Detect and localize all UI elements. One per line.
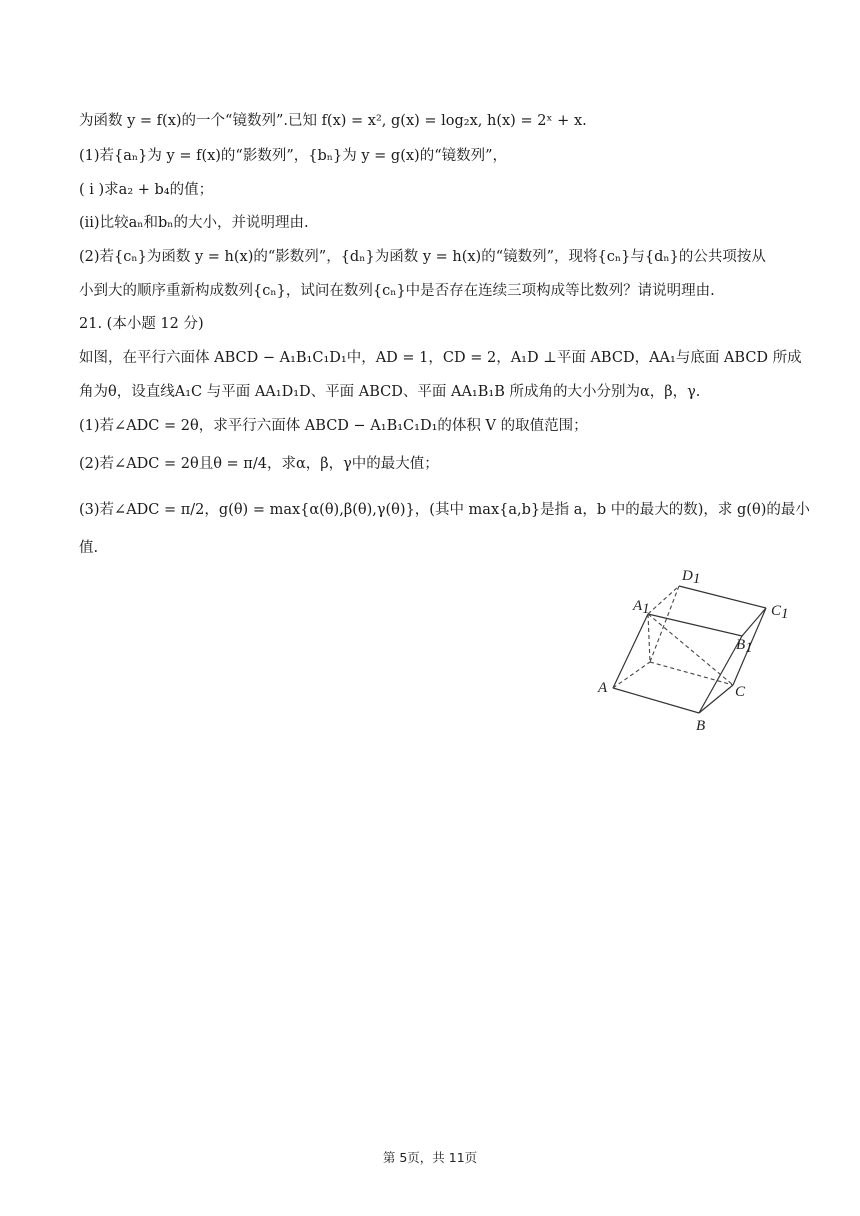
text-line-3: ( i )求a₂ + b₄的值； [79, 182, 214, 198]
page-footer: 第 5页，共 11页 [382, 1150, 478, 1165]
text-line-11: (2)若∠ADC = 2θ且θ = π/4，求α，β，γ中的最大值； [79, 456, 439, 472]
label-A: A [598, 680, 608, 696]
text-line-6: 小到大的顺序重新构成数列{cₙ}，试问在数列{cₙ}中是否存在连续三项构成等比数列？请说明理由. [79, 283, 715, 299]
text-line-10: (1)若∠ADC = 2θ，求平行六面体 ABCD − A₁B₁C₁D₁的体积 V 的取值范围； [79, 418, 588, 434]
label-B: B [696, 718, 706, 734]
label-C: C [735, 684, 746, 700]
text-line-13: 值. [79, 540, 99, 556]
parallelepiped-figure [590, 560, 800, 740]
text-line-4: (ii)比较aₙ和bₙ的大小，并说明理由. [79, 215, 309, 231]
question-heading: 21. (本小题 12 分) [79, 316, 204, 332]
text-line-5: (2)若{cₙ}为函数 y = h(x)的“影数列”，{dₙ}为函数 y = h(x)的“镜数列”，现将{cₙ}与{dₙ}的公共项按从 [79, 249, 766, 265]
label-A1: A1 [633, 598, 650, 617]
text-line-8: 如图，在平行六面体 ABCD − A₁B₁C₁D₁中，AD = 1，CD = 2，A₁D ⊥平面 ABCD，AA₁与底面 ABCD 所成 [79, 350, 802, 366]
text-line-1: 为函数 y = f(x)的一个“镜数列”.已知 f(x) = x², g(x) = log₂x, h(x) = 2ˣ + x. [79, 113, 587, 129]
hidden-edges [613, 586, 733, 688]
label-B1: B1 [736, 637, 753, 656]
text-line-9: 角为θ，设直线A₁C 与平面 AA₁D₁D、平面 ABCD、平面 AA₁B₁B 所成角的大小分别为α，β，γ. [79, 384, 701, 400]
text-line-2: (1)若{aₙ}为 y = f(x)的“影数列”，{bₙ}为 y = g(x)的“镜数列”， [79, 148, 508, 164]
label-C1: C1 [771, 603, 789, 622]
text-line-12: (3)若∠ADC = π/2，g(θ) = max{α(θ),β(θ),γ(θ)}，(其中 max{a,b}是指 a，b 中的最大的数)，求 g(θ)的最小 [79, 502, 810, 518]
label-D1: D1 [682, 568, 701, 587]
